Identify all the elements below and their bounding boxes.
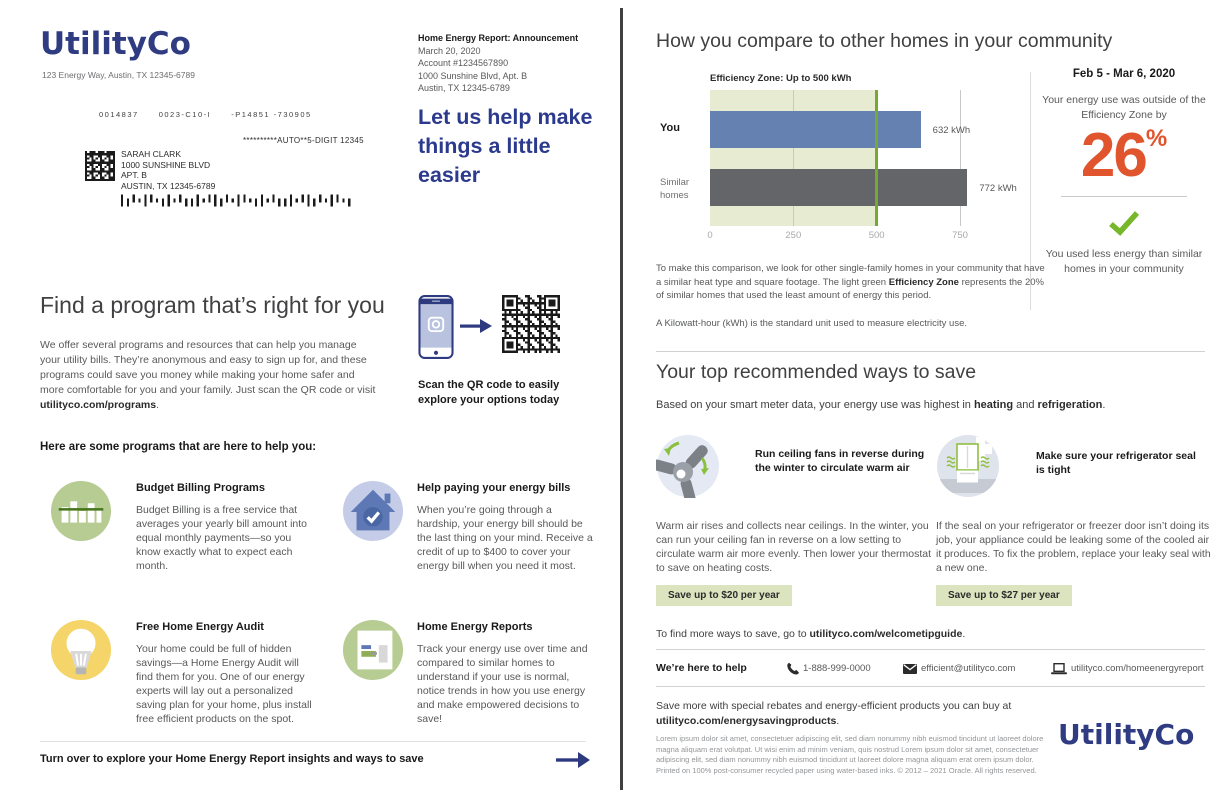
section-divider	[656, 351, 1205, 352]
tips-heating-term: heating	[973, 399, 1014, 411]
program-item	[417, 620, 593, 726]
program-body: Budget Billing is a free service that averages your yearly bill amount into equal monthly payments—so you know exactly what to expect each month.	[136, 504, 308, 572]
report-address1: 1000 Sunshine Blvd, Apt. B	[418, 70, 528, 81]
chart-bar	[710, 169, 967, 206]
tips-intro-text: Based on your smart meter data, your energy use was highest in	[656, 399, 974, 411]
chart-category-you: You	[660, 122, 680, 134]
phone-icon	[786, 662, 799, 675]
chart-bar-label: 772 kWh	[979, 183, 1017, 194]
program-body: When you’re going through a hardship, your energy bill should be the last thing on your mind. Receive a credit of up to $400 to cover your energy bill when you need it most.	[417, 504, 593, 572]
more-ways-prefix: To find more ways to save, go to	[656, 628, 810, 640]
report-meta-block	[418, 32, 578, 95]
comparison-sidebar	[1040, 68, 1208, 276]
program-item	[136, 481, 316, 573]
axis-tick: 250	[785, 230, 802, 241]
utilityco-logo: UtilityCo	[40, 26, 191, 62]
efficiency-zone-term: Efficiency Zone	[888, 276, 959, 288]
tip-body: If the seal on your refrigerator or freezer door isn’t doing its job, your appliance could be leaking some of the cooled air it produces. To fix the problem, replace your leaky seal with a new one.	[936, 520, 1211, 574]
turnover-divider	[40, 741, 586, 742]
refrigerator-icon	[936, 434, 1000, 498]
axis-tick: 0	[707, 230, 713, 241]
utilityco-footer-logo: UtilityCo	[1058, 718, 1195, 751]
help-email[interactable]: efficient@utilityco.com	[921, 663, 1016, 674]
program-body: Your home could be full of hidden savings—a Home Energy Audit will find them for you. One of our energy experts will lay out a personalized saving plan for your home, plus install free efficient products on the spot.	[136, 643, 312, 725]
help-divider-top	[656, 649, 1205, 650]
tips-intro-text: and	[1013, 399, 1038, 411]
efficiency-zone-line	[875, 90, 878, 226]
chart-category-similar-homes: Similar homes	[660, 177, 690, 201]
less-energy-text: You used less energy than similar homes in your community	[1045, 248, 1203, 275]
chart-x-axis	[707, 230, 1010, 244]
page-fold-divider	[620, 8, 623, 790]
program-title: Free Home Energy Audit	[136, 621, 264, 633]
programs-link[interactable]: utilityco.com/programs	[40, 399, 157, 411]
mail-auto-line: **********AUTO**5-DIGIT 12345	[243, 136, 364, 145]
mail-code-3: -P14851 -730905	[231, 110, 312, 119]
program-body: Track your energy use over time and compared to similar homes to understand if your use is normal, notice trends in how you use energy and make empowered decisions to save!	[417, 643, 588, 725]
savings-badge: Save up to $20 per year	[656, 585, 792, 606]
comparison-note	[656, 262, 1050, 303]
mail-sorting-codes	[99, 110, 332, 119]
mail-code-1: 0014837	[99, 110, 139, 119]
program-item	[136, 620, 316, 726]
percent-outside-value	[1040, 121, 1208, 190]
legal-text: Lorem ipsum dolor sit amet, consectetuer adipiscing elit, sed diam nonummy nibh euismod tincidunt ut laoreet dolore magna aliquam erat volutpat. Ut wisi enim ad minim veniam, quis nostrud Lorem ipsum dolor sit amet, consectetuer adipiscing elit, sed diam nonummy nibh euismod tincidunt ut laoreet dolore magna aliquam erat orem ipsum dolor. Printed on 100% post-consumer recycled paper using water-based inks. © 2012 – 2021 Oracle. All rights reserved.	[656, 734, 1044, 775]
help-website[interactable]: utilityco.com/homeenergyreport	[1071, 663, 1204, 674]
programs-intro	[40, 338, 378, 413]
comparison-chart	[710, 90, 1017, 226]
recipient-name: SARAH CLARK	[121, 149, 181, 159]
turnover-text: Turn over to explore your Home Energy Report insights and ways to save	[40, 753, 424, 765]
rebates-period: .	[836, 714, 840, 727]
chart-bar	[710, 111, 921, 148]
hero-heading: Let us help make things a little easier	[418, 105, 593, 187]
note-text: represents the 20% of similar homes that used the least amount of energy this period.	[656, 276, 1044, 301]
percent-sign: %	[1145, 125, 1168, 152]
savings-badge: Save up to $27 per year	[936, 585, 1072, 606]
lightbulb-icon	[50, 619, 112, 681]
tips-intro	[656, 399, 1105, 411]
comparison-heading: How you compare to other homes in your community	[656, 30, 1113, 52]
program-title: Budget Billing Programs	[136, 482, 265, 494]
program-title: Home Energy Reports	[417, 621, 533, 633]
qr-caption: Scan the QR code to easily explore your options today	[418, 379, 560, 406]
more-ways-period: .	[962, 628, 966, 640]
axis-tick: 500	[868, 230, 885, 241]
programs-list-heading: Here are some programs that are here to help you:	[40, 441, 317, 453]
programs-heading: Find a program that’s right for you	[40, 292, 385, 318]
report-icon	[342, 619, 404, 681]
recipient-apt: APT. B	[121, 170, 147, 180]
program-title: Help paying your energy bills	[417, 482, 571, 494]
company-address: 123 Energy Way, Austin, TX 12345-6789	[42, 70, 195, 80]
programs-intro-period: .	[156, 399, 160, 411]
energysavingproducts-link[interactable]: utilityco.com/energysavingproducts	[656, 714, 837, 727]
outside-zone-text: Your energy use was outside of the Efficiency Zone by	[1042, 94, 1206, 121]
rebates-text	[656, 699, 1066, 728]
report-title: Home Energy Report: Announcement	[418, 33, 579, 43]
tips-heading: Your top recommended ways to save	[656, 361, 977, 383]
tipguide-link[interactable]: utilityco.com/welcometipguide	[809, 628, 963, 640]
report-date: March 20, 2020	[418, 45, 481, 56]
recipient-street: 1000 SUNSHINE BLVD	[121, 159, 211, 170]
checkmark-icon	[1108, 210, 1140, 236]
tips-refrigeration-term: refrigeration	[1037, 399, 1103, 411]
laptop-icon	[1051, 663, 1067, 675]
note-text: To make this comparison, we look for other single-family homes in your community that have a similar heat type and square footage. The light green	[656, 263, 1045, 288]
chart-bar-label: 632 kWh	[932, 125, 971, 136]
mail-code-2: 0023-C10-I	[158, 110, 212, 119]
axis-tick: 750	[952, 230, 968, 241]
help-label: We’re here to help	[656, 662, 747, 674]
chart-title: Efficiency Zone: Up to 500 kWh	[710, 73, 852, 84]
tip-title: Run ceiling fans in reverse during the winter to circulate warm air	[755, 448, 925, 474]
recipient-city: AUSTIN, TX 12345-6789	[121, 180, 216, 191]
house-check-icon	[342, 480, 404, 542]
tips-intro-period: .	[1102, 399, 1106, 411]
report-address2: Austin, TX 12345-6789	[418, 83, 510, 93]
more-ways-text	[656, 628, 965, 640]
report-period: Feb 5 - Mar 6, 2020	[1072, 68, 1176, 80]
bar-chart-icon	[50, 480, 112, 542]
ceiling-fan-icon	[656, 434, 720, 498]
help-divider-bottom	[656, 686, 1205, 687]
percent-number: 26	[1080, 121, 1146, 190]
recipient-address-block	[121, 149, 215, 191]
turnover-arrow-icon	[556, 752, 590, 768]
tip-title: Make sure your refrigerator seal is tight	[1036, 450, 1196, 476]
right-arrow-icon	[460, 319, 492, 333]
rebates-prefix: Save more with special rebates and energy-efficient products you can buy at	[656, 700, 1012, 712]
qr-code	[502, 295, 560, 353]
postal-barcode	[121, 194, 356, 207]
kwh-note: A Kilowatt-hour (kWh) is the standard unit used to measure electricity use.	[656, 318, 967, 329]
help-phone-number[interactable]: 1-888-999-0000	[803, 663, 871, 674]
datamatrix-barcode	[85, 151, 115, 181]
sidebar-rule	[1061, 196, 1187, 197]
email-icon	[903, 664, 917, 674]
tip-body: Warm air rises and collects near ceilings. In the winter, you can run your ceiling fan in reverse on a low setting to circulate warm air more evenly. Then lower your thermostat to save on heating costs.	[656, 520, 932, 574]
programs-intro-text: We offer several programs and resources that can help you manage your utility bills. They’re anonymous and easy to sign up for, and these programs could save you money while making your home safer and more comfortable for you and your family. Just scan the QR code or visit	[40, 339, 376, 396]
program-item	[417, 481, 593, 573]
phone-camera-icon	[418, 295, 454, 359]
report-account: Account #1234567890	[418, 58, 509, 68]
